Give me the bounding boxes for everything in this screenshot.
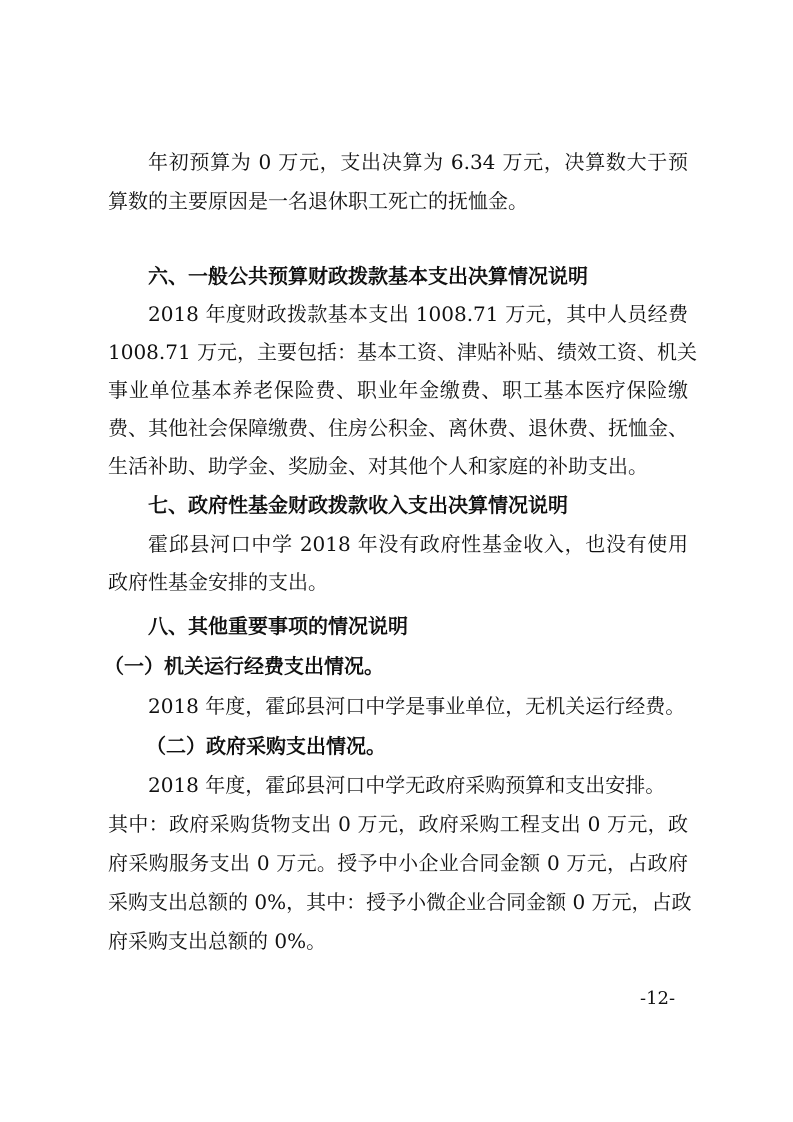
paragraph-line: 事业单位基本养老保险费、职业年金缴费、职工基本医疗保险缴 (108, 378, 688, 402)
paragraph-line: 算数的主要原因是一名退休职工死亡的抚恤金。 (108, 189, 528, 213)
paragraph-line: 政府性基金安排的支出。 (108, 570, 328, 594)
paragraph-line: 2018 年度，霍邱县河口中学无政府采购预算和支出安排。 (148, 773, 666, 797)
paragraph-line: 其中：政府采购货物支出 0 万元，政府采购工程支出 0 万元，政 (108, 812, 688, 836)
paragraph-line: 采购支出总额的 0%，其中：授予小微企业合同金额 0 万元，占政 (108, 890, 692, 914)
section-heading-6: 六、一般公共预算财政拨款基本支出决算情况说明 (148, 264, 588, 288)
paragraph-line: 府采购服务支出 0 万元。授予中小企业合同金额 0 万元，占政府 (108, 851, 688, 875)
section-heading-7: 七、政府性基金财政拨款收入支出决算情况说明 (148, 493, 568, 517)
paragraph-line: 生活补助、助学金、奖励金、对其他个人和家庭的补助支出。 (108, 454, 648, 478)
subsection-heading-1: （一）机关运行经费支出情况。 (104, 654, 384, 678)
section-heading-8: 八、其他重要事项的情况说明 (148, 614, 408, 638)
paragraph-line: 府采购支出总额的 0%。 (108, 929, 327, 953)
paragraph-line: 费、其他社会保障缴费、住房公积金、离休费、退休费、抚恤金、 (108, 416, 688, 440)
paragraph-line: 2018 年度，霍邱县河口中学是事业单位，无机关运行经费。 (148, 694, 686, 718)
paragraph-line: 1008.71 万元，主要包括：基本工资、津贴补贴、绩效工资、机关 (108, 340, 698, 364)
page-number: -12- (640, 988, 676, 1009)
paragraph-line: 年初预算为 0 万元，支出决算为 6.34 万元，决算数大于预 (148, 150, 688, 174)
subsection-heading-2: （二）政府采购支出情况。 (146, 734, 386, 758)
paragraph-line: 霍邱县河口中学 2018 年没有政府性基金收入，也没有使用 (148, 532, 688, 556)
paragraph-line: 2018 年度财政拨款基本支出 1008.71 万元，其中人员经费 (148, 302, 688, 326)
